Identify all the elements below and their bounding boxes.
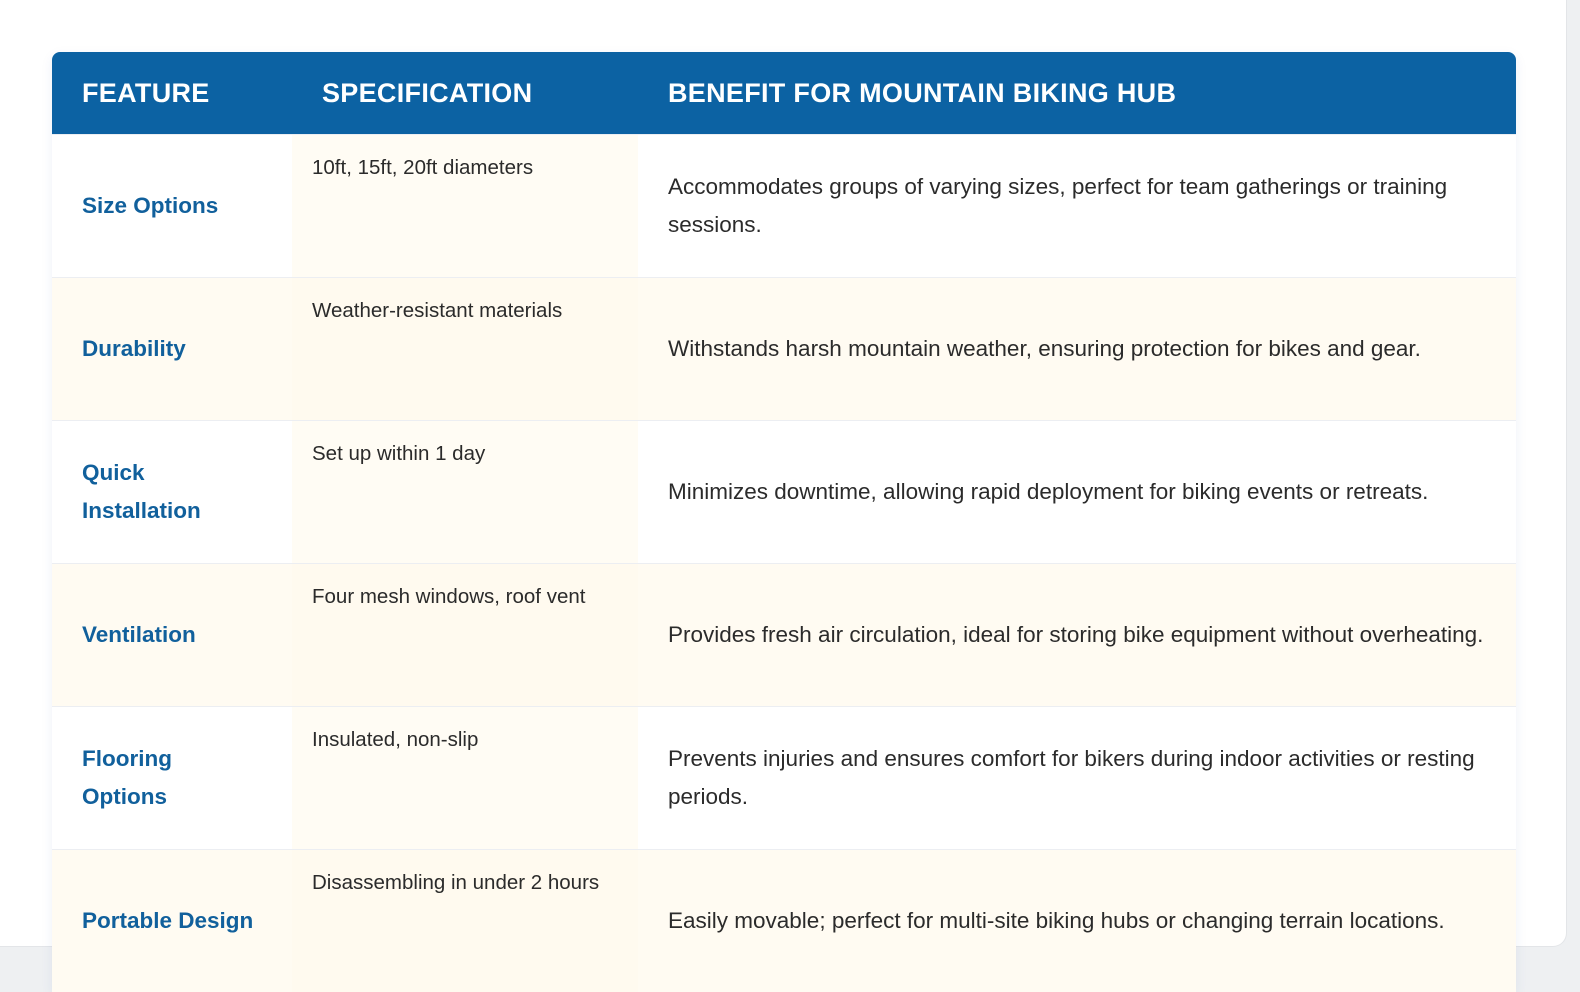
feature-cell: Quick Installation <box>52 421 292 564</box>
benefit-cell: Minimizes downtime, allowing rapid deployment for biking events or retreats. <box>638 421 1516 564</box>
specification-cell: Four mesh windows, roof vent <box>292 564 638 707</box>
feature-cell: Ventilation <box>52 564 292 707</box>
specification-cell: 10ft, 15ft, 20ft diameters <box>292 135 638 278</box>
features-table <box>52 52 1516 992</box>
feature-cell: Durability <box>52 278 292 421</box>
table-row <box>52 850 1516 992</box>
table-row <box>52 707 1516 850</box>
benefit-cell: Accommodates groups of varying sizes, perfect for team gatherings or training sessions. <box>638 135 1516 278</box>
benefit-cell: Provides fresh air circulation, ideal for storing bike equipment without overheating. <box>638 564 1516 707</box>
table-row <box>52 421 1516 564</box>
specification-cell: Disassembling in under 2 hours <box>292 850 638 992</box>
benefit-cell: Withstands harsh mountain weather, ensuring protection for bikes and gear. <box>638 278 1516 421</box>
feature-cell: Size Options <box>52 135 292 278</box>
header-specification: SPECIFICATION <box>292 52 638 135</box>
specification-cell: Insulated, non-slip <box>292 707 638 850</box>
table-row <box>52 278 1516 421</box>
feature-cell: Flooring Options <box>52 707 292 850</box>
table-header-row <box>52 52 1516 135</box>
header-benefit: BENEFIT FOR MOUNTAIN BIKING HUB <box>638 52 1516 135</box>
specification-cell: Weather-resistant materials <box>292 278 638 421</box>
feature-cell: Portable Design <box>52 850 292 992</box>
specification-cell: Set up within 1 day <box>292 421 638 564</box>
header-feature: FEATURE <box>52 52 292 135</box>
benefit-cell: Prevents injuries and ensures comfort for bikers during indoor activities or resting periods. <box>638 707 1516 850</box>
table-row <box>52 564 1516 707</box>
table-row <box>52 135 1516 278</box>
benefit-cell: Easily movable; perfect for multi-site biking hubs or changing terrain locations. <box>638 850 1516 992</box>
